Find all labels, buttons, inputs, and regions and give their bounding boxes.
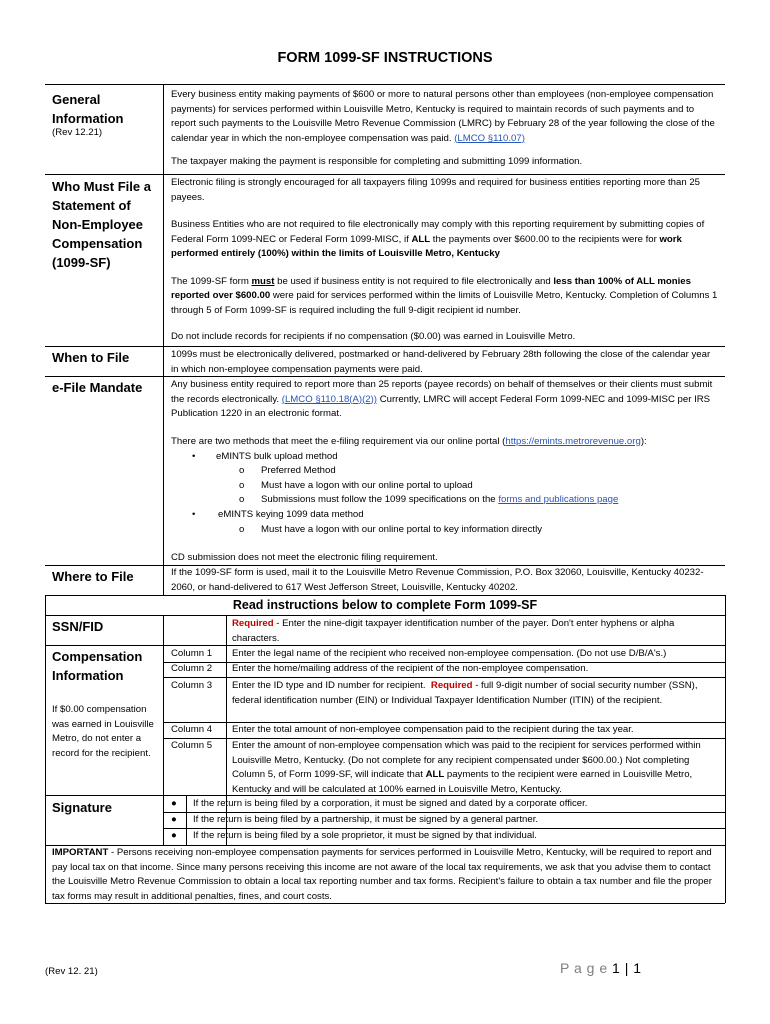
important-note: IMPORTANT - Persons receiving non-employee compensation payments for services performed in Louisville Metro, Kentucky, will be required to report and pay local tax on that income. Since many persons receiving this income are not aware of the local tax requirements, we ask that you advise them to contact the Louisville Metro Revenue Commission to obtain a local tax reporting number and tax forms. Recipient's failure to obtain a tax number and file the proper tax forms may result in additional penalties, fines, and court costs. (52, 847, 712, 902)
when-to-file-text: 1099s must be electronically delivered, postmarked or hand-delivered by February 28th following the close of the calendar year in which non-employee compensation payments were paid. (171, 349, 711, 375)
page-number: P a g e 1 | 1 (560, 960, 642, 976)
efile-bullet-1: eMINTS bulk upload method (216, 451, 338, 462)
where-to-file-heading: Where to File (52, 569, 134, 584)
efile-bullet-2: eMINTS keying 1099 data method (218, 509, 364, 520)
column-1-text: Enter the legal name of the recipient who received non-employee compensation. (Do not use D/B/A's.) (232, 648, 667, 659)
general-rev: (Rev 12.21) (52, 127, 103, 138)
top-rule (45, 84, 725, 85)
efile-text: Any business entity required to report more than 25 reports (payee records) on behalf of themselves or their clients must submit the records electronically. (LMCO §110.18(A)(2)) Currently, LMRC will accept Federal Form 1099-NEC and 1099-MISC per IRS Publication 1220 in an electronic format. There are two methods that meet the e-filing requirement via our online portal (https://emints.metrorevenue.org): (171, 379, 713, 447)
bullet-dot: ● (171, 798, 177, 809)
column-1-label: Column 1 (171, 648, 213, 659)
efile-sub-4: Must have a logon with our online portal to key information directly (261, 524, 543, 535)
bullet-dot: • (192, 509, 196, 520)
who-must-file-text: Electronic filing is strongly encouraged for all taxpayers filing 1099s and required for business entities reporting more than 25 payees. Business Entities who are not required to file electronically may comply with this reporting requirement by submitting copies of Federal Form 1099-NEC or Federal Form 1099-MISC, if ALL the payments over $600.00 to the recipients were for work performed entirely (100%) within the limits of Louisville Metro, Kentucky The 1099-SF form must be used if business entity is not required to file electronically and less than 100% of ALL monies reported over $600.00 were paid for services performed within the limits of Louisville Metro, Kentucky. Completion of Columns 1 through 5 of Form 1099-SF is required including the full 9-digit recipient id number. Do not include records for recipients if no compensation ($0.00) was earned in Louisville Metro. (171, 177, 718, 342)
signature-item-3: If the return is being filed by a sole proprietor, it must be signed by that individual. (193, 830, 537, 841)
footer-rev: (Rev 12. 21) (45, 966, 98, 977)
efile-cd-note: CD submission does not meet the electronic filing requirement. (171, 552, 438, 563)
general-heading: General Information (52, 92, 124, 126)
where-to-file-text: If the 1099-SF form is used, mail it to the Louisville Metro Revenue Commission, P.O. Box 32060, Louisville, Kentucky 40232-2060, or hand-delivered to 617 West Jefferson Street, Louisville, Kentucky 40202. (171, 567, 704, 593)
bullet-dot: ● (171, 814, 177, 825)
column-2-text: Enter the home/mailing address of the recipient of the non-employee compensation. (232, 663, 589, 674)
column-3-label: Column 3 (171, 680, 213, 691)
efile-sub-1: Preferred Method (261, 465, 336, 476)
label-column-divider (163, 84, 164, 595)
signature-item-1: If the return is being filed by a corporation, it must be signed and dated by a corporate officer. (193, 798, 588, 809)
column-3-text: Enter the ID type and ID number for recipient. Required - full 9-digit number of social security number (SSN), federal identification number (EIN) or Individual Taxpayer Identification Number (ITIN) of the recipient. (232, 680, 698, 706)
efile-heading: e-File Mandate (52, 380, 143, 395)
column-4-text: Enter the total amount of non-employee compensation paid to the recipient during the tax year. (232, 724, 634, 735)
who-must-file-heading: Who Must File a Statement of Non-Employee Compensation (1099-SF) (52, 179, 151, 270)
ssn-fid-heading: SSN/FID (52, 619, 104, 634)
bullet-dot: ● (171, 830, 177, 841)
compensation-note: If $0.00 compensation was earned in Louisville Metro, do not enter a record for the recipient. (52, 704, 154, 759)
page-title: FORM 1099-SF INSTRUCTIONS (277, 50, 493, 66)
signature-heading: Signature (52, 800, 112, 815)
ssn-fid-text: Required - Enter the nine-digit taxpayer identification number of the payer. Don't enter hyphens or alpha characters. (232, 618, 675, 644)
instructions-heading: Read instructions below to complete Form 1099-SF (232, 598, 538, 612)
when-to-file-heading: When to File (52, 350, 130, 365)
lmco-110-07-link[interactable]: (LMCO §110.07) (454, 132, 525, 144)
column-5-label: Column 5 (171, 740, 213, 751)
forms-publications-link[interactable]: forms and publications page (498, 494, 619, 505)
column-2-label: Column 2 (171, 663, 213, 674)
compensation-heading: Compensation Information (52, 649, 143, 683)
column-4-label: Column 4 (171, 724, 213, 735)
general-text: Every business entity making payments of $600 or more to natural persons other than employees (non-employee compensation payments) for services performed within Louisville Metro, Kentucky is required to maintain records of such payments and to report such payments to the Louisville Metro Revenue Commission (LMRC) by February 28 of the year following the close of the calendar year in which the non-employee compensation was paid. (LMCO §110.07) The taxpayer making the payment is responsible for completing and submitting 1099 information. (171, 89, 715, 167)
efile-sub-3: Submissions must follow the 1099 specifications on the forms and publications page (261, 494, 619, 505)
efile-sub-2: Must have a logon with our online portal to upload (261, 480, 473, 491)
column-5-text: Enter the amount of non-employee compensation which was paid to the recipient for services performed within Louisville Metro, Kentucky. (Do not complete for any recipient compensated under $600.00.) Not completing Column 5, of Form 1099-SF, will indicate that ALL payments to the recipient were earned in Louisville Metro, Kentucky and will be calculated at 100% earned in Louisville Metro, Kentucky. (232, 740, 701, 795)
signature-item-2: If the return is being filed by a partnership, it must be signed by a general partner. (193, 814, 539, 825)
lmco-110-18-link[interactable]: (LMCO §110.18(A)(2)) (281, 393, 378, 405)
emints-portal-link[interactable]: https://emints.metrorevenue.org (505, 435, 641, 447)
bullet-dot: • (192, 451, 196, 462)
